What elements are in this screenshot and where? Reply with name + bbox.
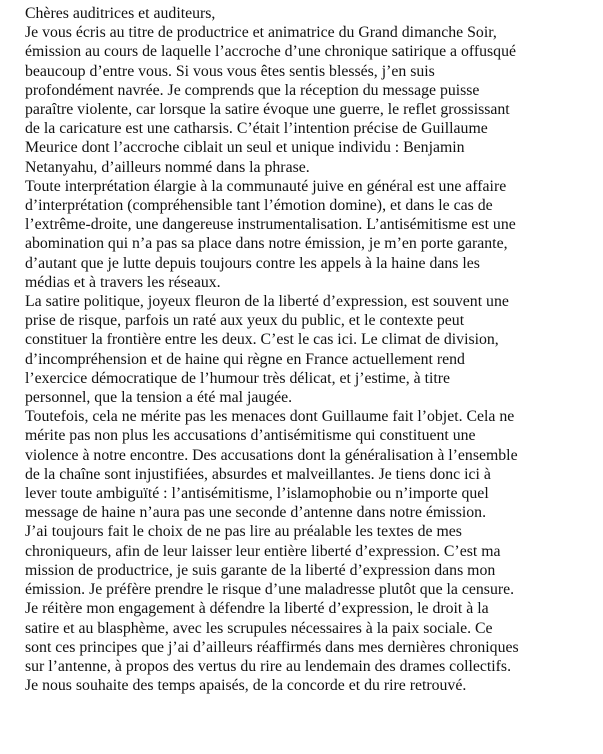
text-line: chroniqueurs, afin de leur laisser leur entière liberté d’expression. C’est ma — [25, 542, 501, 560]
text-line: d’autant que je lutte depuis toujours contre les appels à la haine dans les — [25, 254, 480, 272]
text-line: La satire politique, joyeux fleuron de la liberté d’expression, est souvent une — [25, 293, 509, 311]
text-line: lever toute ambiguïté : l’antisémitisme, l’islamophobie ou n’importe quel — [25, 485, 489, 503]
text-line: Je réitère mon engagement à défendre la liberté d’expression, le droit à la — [25, 600, 489, 618]
letter-salutation: Chères auditrices et auditeurs, — [25, 5, 216, 22]
text-line: Je nous souhaite des temps apaisés, de la concorde et du rire retrouvé. — [25, 677, 467, 695]
text-line: l’exercice démocratique de l’humour très délicat, et j’estime, à titre — [25, 369, 451, 387]
text-line: constituer la frontière entre les deux. C’est le cas ici. Le climat de division, — [25, 331, 499, 349]
text-line: Je vous écris au titre de productrice et animatrice du Grand dimanche Soir, — [25, 24, 497, 42]
text-line: Netanyahu, d’ailleurs nommé dans la phrase. — [25, 158, 310, 176]
text-line: profondément navrée. Je comprends que la réception du message puisse — [25, 81, 480, 99]
text-line: prise de risque, parfois un raté aux yeux du public, et le contexte peut — [25, 312, 465, 330]
text-line: de la caricature est une catharsis. C’était l’intention précise de Guillaume — [25, 120, 488, 138]
text-line: Meurice dont l’accroche ciblait un seul et unique individu : Benjamin — [25, 139, 465, 157]
text-line: satire et au blasphème, avec les scrupules nécessaires à la paix sociale. Ce — [25, 619, 493, 637]
text-line: message de haine n’aura pas une seconde d’antenne dans notre émission. — [25, 504, 487, 522]
text-line: beaucoup d’entre vous. Si vous vous êtes sentis blessés, j’en suis — [25, 62, 435, 80]
text-line: de la chaîne sont injustifiées, absurdes et malveillantes. Je tiens donc ici à — [25, 465, 491, 483]
text-line: émission au cours de laquelle l’accroche d’une chronique satirique a offusqué — [25, 43, 516, 61]
text-line: personnel, que la tension a été mal jaugée. — [25, 389, 293, 407]
text-line: émission. Je préfère prendre le risque d’une maladresse plutôt que la censure. — [25, 581, 515, 599]
text-line: sont ces principes que j’ai d’ailleurs réaffirmés dans mes dernières chroniques — [25, 638, 519, 656]
text-line: mérite pas non plus les accusations d’antisémitisme qui constituent une — [25, 427, 476, 445]
text-line: d’incompréhension et de haine qui règne en France actuellement rend — [25, 350, 465, 368]
text-line: médias et à travers les réseaux. — [25, 273, 221, 291]
text-line: d’interprétation (compréhensible tant l’émotion domine), et dans le cas de — [25, 197, 493, 215]
text-line: abomination qui n’a pas sa place dans notre émission, je m’en porte garante, — [25, 235, 508, 253]
text-line: sur l’antenne, à propos des vertus du rire au lendemain des drames collectifs. — [25, 657, 512, 675]
text-line: J’ai toujours fait le choix de ne pas lire au préalable les textes de mes — [25, 523, 462, 541]
text-line: Toutefois, cela ne mérite pas les menaces dont Guillaume fait l’objet. Cela ne — [25, 408, 515, 426]
text-line: mission de productrice, je suis garante de la liberté d’expression dans mon — [25, 561, 496, 579]
text-line: paraître violente, car lorsque la satire évoque une guerre, le reflet grossissant — [25, 101, 510, 119]
text-line: Toute interprétation élargie à la communauté juive en général est une affaire — [25, 177, 507, 195]
text-line: l’extrême-droite, une dangereuse instrumentalisation. L’antisémitisme est une — [25, 216, 516, 234]
text-line: violence à notre encontre. Des accusations dont la généralisation à l’ensemble — [25, 446, 518, 464]
